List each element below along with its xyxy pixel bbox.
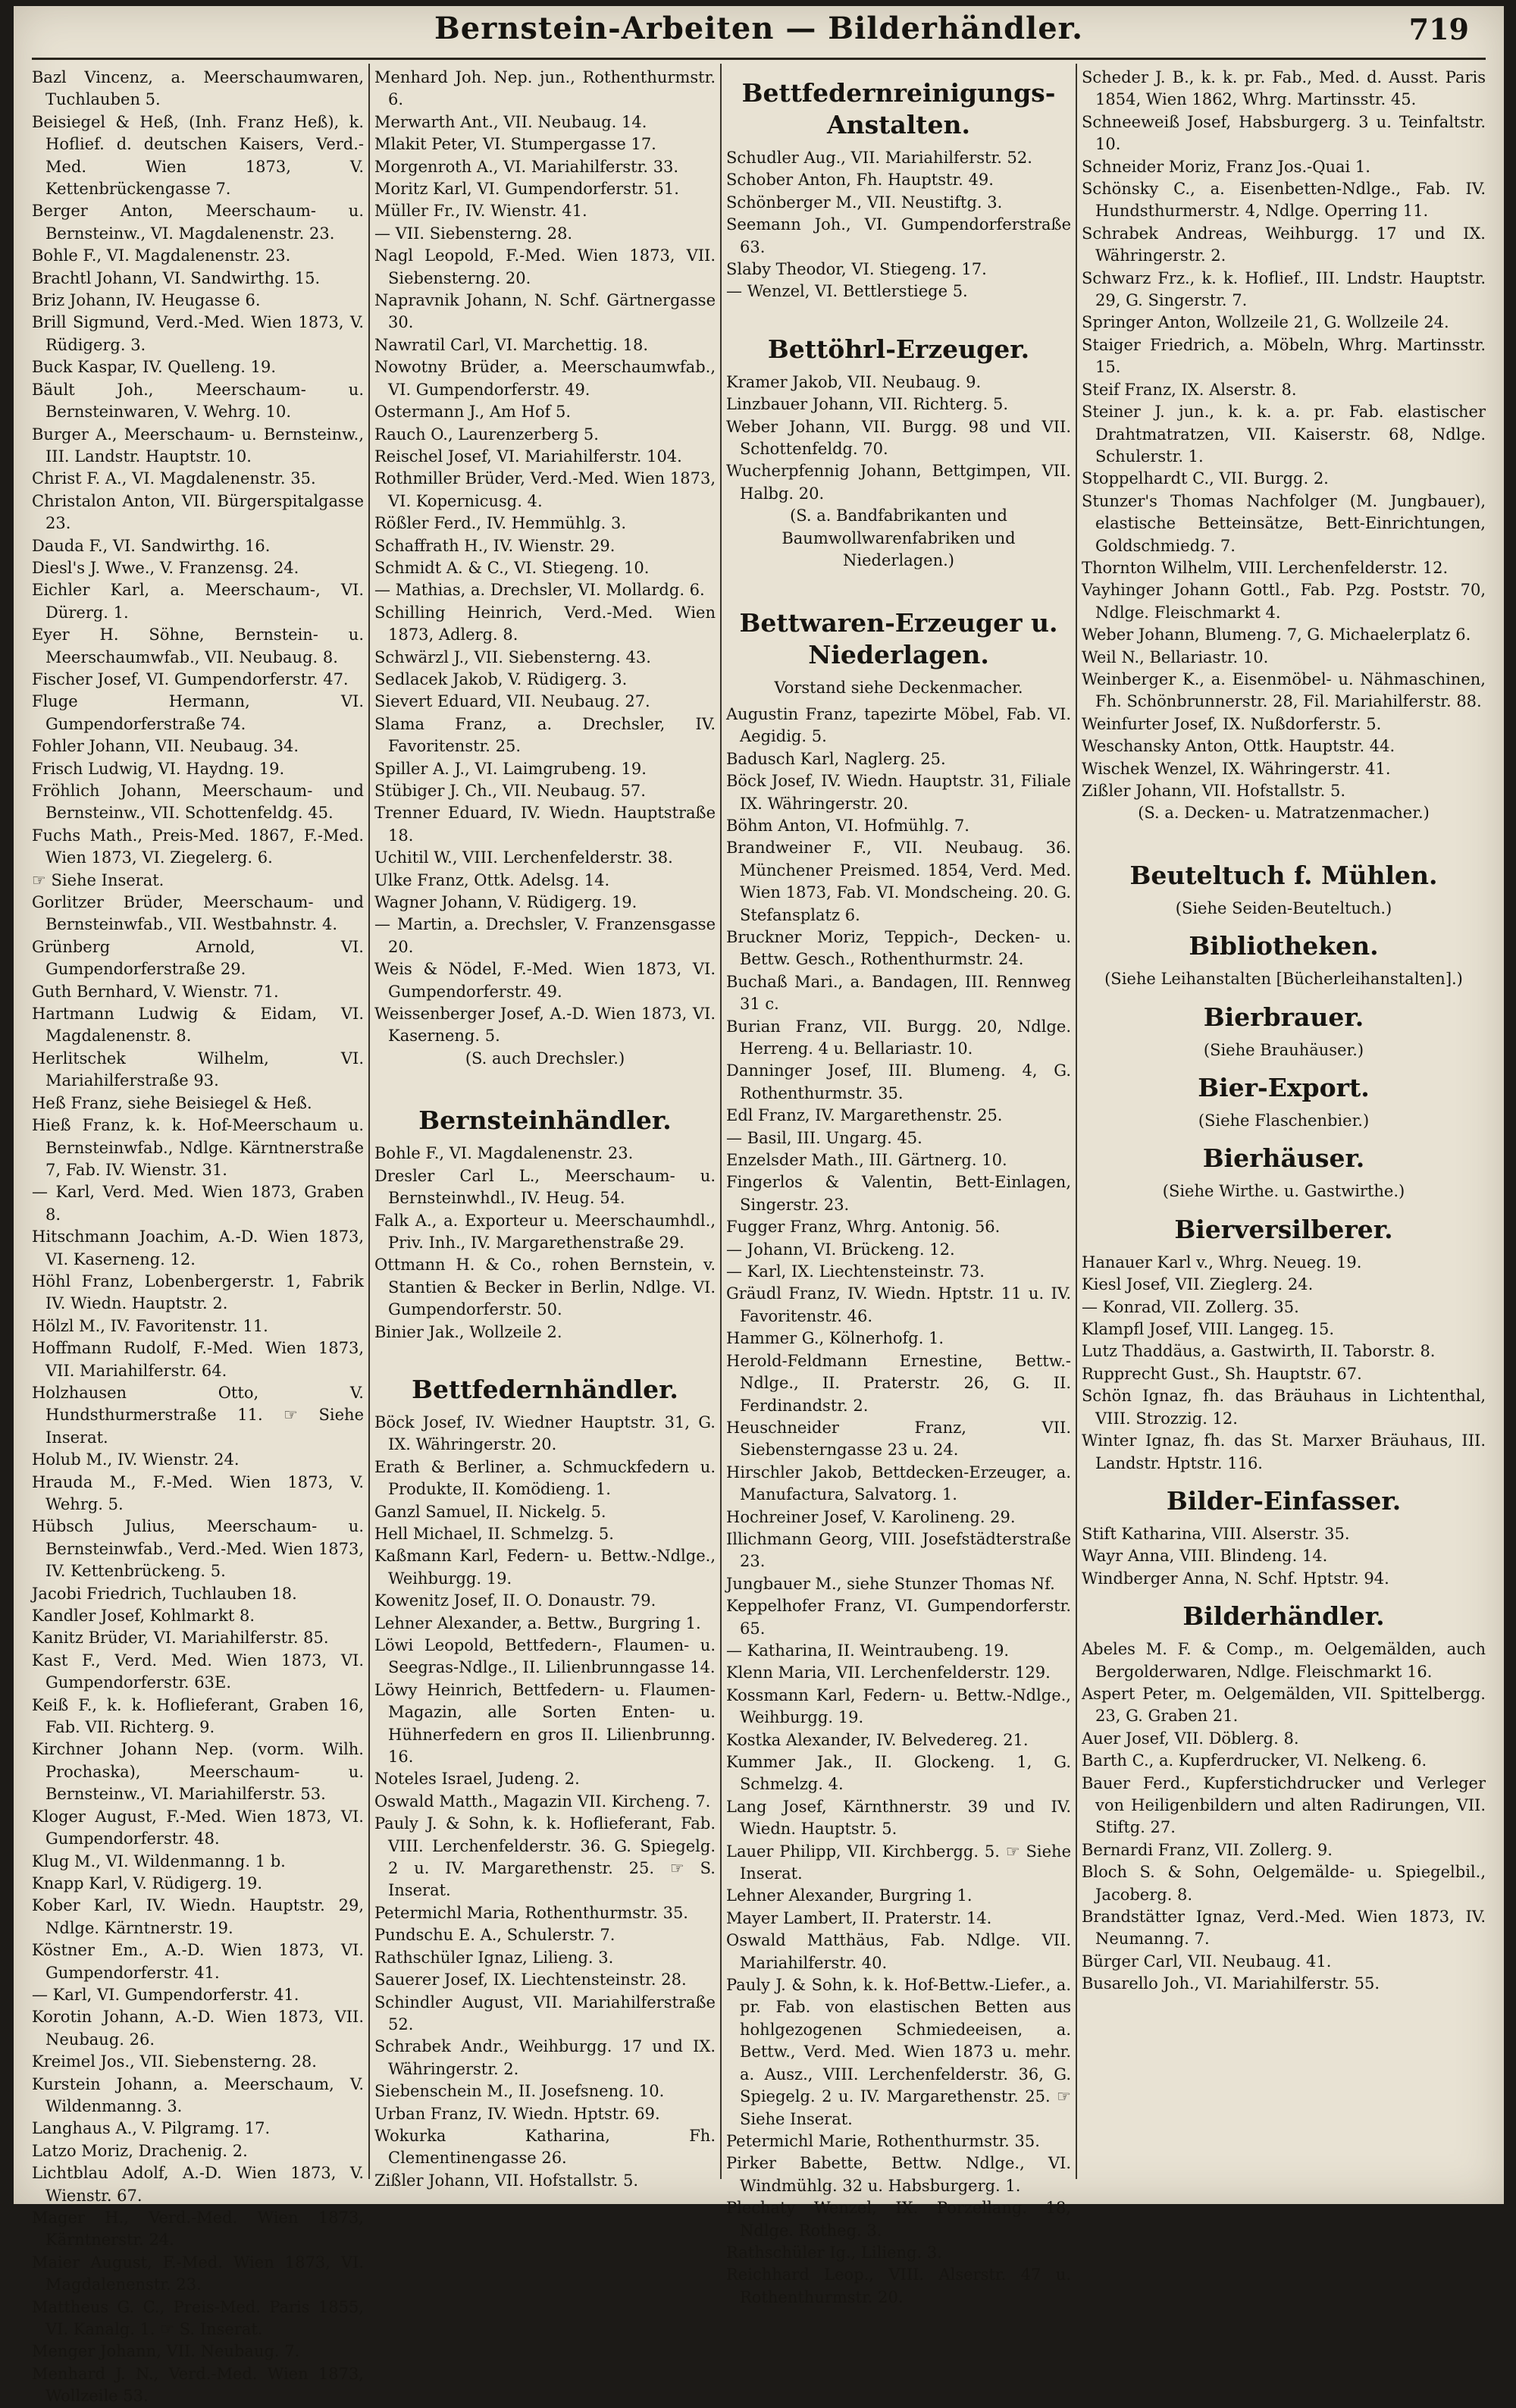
header-rule: [32, 58, 1486, 60]
page-header: [14, 9, 1504, 58]
directory-entry: Nowotny Brüder, a. Meerschaumwfab., VI. Gumpendorferstr. 49.: [374, 358, 716, 399]
directory-entry: Kowenitz Josef, II. O. Donaustr. 79.: [374, 1591, 656, 1610]
directory-entry: Buchaß Mari., a. Bandagen, III. Rennweg 31 c.: [726, 972, 1071, 1014]
directory-entry: Kummer Jak., II. Glockeng. 1, G. Schmelzg. 4.: [726, 1753, 1071, 1794]
directory-entry: Schön Ignaz, fh. das Bräuhaus in Lichtenthal, VIII. Strozzig. 12.: [1082, 1387, 1486, 1428]
directory-page: [14, 6, 1504, 2406]
directory-entry: Klug M., VI. Wildenmanng. 1 b.: [32, 1851, 286, 1870]
directory-entry: Schrabek Andr., Weihburgg. 17 und IX. Währingerstr. 2.: [374, 2037, 716, 2078]
directory-entry: Kostka Alexander, IV. Belvedereg. 21.: [726, 1730, 1029, 1749]
directory-entry: Brandstätter Ignaz, Verd.-Med. Wien 1873, IV. Neumanng. 7.: [1082, 1908, 1486, 1949]
directory-entry: Wischek Wenzel, IX. Währingerstr. 41.: [1082, 759, 1391, 778]
directory-entry: Sedlacek Jakob, V. Rüdigerg. 3.: [374, 669, 628, 688]
directory-entry: Fröhlich Johann, Meerschaum- und Bernsteinw., VII. Schottenfeldg. 45.: [32, 782, 364, 823]
directory-entry: Klenn Maria, VII. Lerchenfelderstr. 129.: [726, 1663, 1051, 1682]
directory-entry: Weber Johann, Blumeng. 7, G. Michaelerplatz 6.: [1082, 626, 1471, 644]
directory-entry: Kandler Josef, Kohlmarkt 8.: [32, 1607, 255, 1626]
directory-entry: Napravnik Johann, N. Schf. Gärtnergasse 30.: [374, 291, 716, 332]
directory-entry: Burian Franz, VII. Burgg. 20, Ndlge. Herreng. 4 u. Bellariastr. 10.: [726, 1017, 1071, 1058]
directory-entry: — Katharina, II. Weintraubeng. 19.: [726, 1641, 1010, 1660]
directory-entry: Schmidt A. & C., VI. Stiegeng. 10.: [374, 558, 650, 577]
directory-entry: Schindler August, VII. Mariahilferstraße 52.: [374, 1993, 716, 2033]
directory-entry: Hell Michael, II. Schmelzg. 5.: [374, 1524, 614, 1543]
directory-entry: Bäult Joh., Meerschaum- u. Bernsteinwaren, V. Wehrg. 10.: [32, 380, 364, 422]
directory-entry: — Mathias, a. Drechsler, VI. Mollardg. 6.: [374, 581, 705, 600]
directory-entry: Kirchner Johann Nep. (vorm. Wilh. Prochaska), Meerschaum- u. Bernsteinw., VI. Mariahilferstr. 53.: [32, 1740, 364, 1804]
column-3: [726, 67, 1071, 2306]
directory-entry: Lehner Alexander, Burgring 1.: [726, 1886, 973, 1905]
directory-entry: Kreimel Jos., VII. Siebensterng. 28.: [32, 2052, 317, 2071]
directory-entry: Hölzl M., IV. Favoritenstr. 11.: [32, 1316, 268, 1335]
directory-entry: Löwi Leopold, Bettfedern-, Flaumen- u. Seegras-Ndlge., II. Lilienbrunngasse 14.: [374, 1636, 716, 1677]
directory-entry: Wucherpfennig Johann, Bettgimpen, VII. Halbg. 20.: [726, 462, 1071, 503]
directory-entry: Plechaty Wenzel, IX. Porzellang. 18, Ndlge. Rotheg. 3.: [726, 2199, 1071, 2240]
directory-entry: — Martin, a. Drechsler, V. Franzensgasse 20.: [374, 915, 716, 956]
section-spacer: [726, 577, 1071, 597]
section-spacer: [726, 303, 1071, 323]
directory-entry: Vayhinger Johann Gottl., Fab. Pzg. Poststr. 70, Ndlge. Fleischmarkt 4.: [1082, 581, 1486, 622]
section-heading: Bettfedernhändler.: [412, 1374, 678, 1404]
directory-entry: Bauer Ferd., Kupferstichdrucker und Verleger von Heiligenbildern und alten Radirungen, VII. Stiftg. 27.: [1082, 1773, 1486, 1837]
directory-entry: Sauerer Josef, IX. Liechtensteinstr. 28.: [374, 1971, 687, 1989]
directory-entry: Windberger Anna, N. Schf. Hptstr. 94.: [1082, 1569, 1389, 1588]
directory-entry: Nagl Leopold, F.-Med. Wien 1873, VII. Siebensterng. 20.: [374, 246, 716, 287]
directory-entry: Schwärzl J., VII. Siebensterng. 43.: [374, 647, 651, 666]
directory-entry: Diesl's J. Wwe., V. Franzensg. 24.: [32, 558, 299, 577]
directory-entry: Fingerlos & Valentin, Bett-Einlagen, Singerstr. 23.: [726, 1173, 1071, 1214]
cross-reference-note: (S. a. Decken- u. Matratzenmacher.): [1138, 804, 1430, 823]
directory-entry: Knapp Karl, V. Rüdigerg. 19.: [32, 1873, 263, 1892]
directory-entry: Wayr Anna, VIII. Blindeng. 14.: [1082, 1547, 1328, 1566]
directory-entry: Christ F. A., VI. Magdalenenstr. 35.: [32, 469, 316, 488]
directory-entry: Keppelhofer Franz, VI. Gumpendorferstr. 65.: [726, 1597, 1071, 1638]
cross-reference-note: Vorstand siehe Deckenmacher.: [774, 678, 1023, 697]
directory-entry: Kaßmann Karl, Federn- u. Bettw.-Ndlge., Weihburgg. 19.: [374, 1547, 716, 1588]
directory-entry: Ostermann J., Am Hof 5.: [374, 403, 572, 422]
directory-entry: Bloch S. & Sohn, Oelgemälde- u. Spiegelbil., Jacoberg. 8.: [1082, 1863, 1486, 1904]
directory-entry: Kossmann Karl, Federn- u. Bettw.-Ndlge., Weihburgg. 19.: [726, 1685, 1071, 1727]
directory-entry: Fohler Johann, VII. Neubaug. 34.: [32, 737, 299, 756]
directory-entry: Schönberger M., VII. Neustiftg. 3.: [726, 193, 1003, 212]
directory-entry: Reischel Josef, VI. Mariahilferstr. 104.: [374, 447, 682, 466]
section-heading: Bier-Export.: [1198, 1073, 1370, 1103]
directory-entry: Schönsky C., a. Eisenbetten-Ndlge., Fab. IV. Hundsthurmerstr. 4, Ndlge. Operring 11.: [1082, 180, 1486, 221]
directory-entry: Steiner J. jun., k. k. a. pr. Fab. elastischer Drahtmatratzen, VII. Kaiserstr. 68, Ndlge. Schulerstr. 1.: [1082, 403, 1486, 466]
directory-entry: Scheder J. B., k. k. pr. Fab., Med. d. Ausst. Paris 1854, Wien 1862, Whrg. Martinsstr. 45.: [1082, 68, 1486, 109]
column-divider: [368, 64, 370, 2179]
section-spacer: [1082, 829, 1486, 849]
directory-entry: Urban Franz, IV. Wiedn. Hptstr. 69.: [374, 2104, 660, 2123]
directory-entry: Seemann Joh., VI. Gumpendorferstraße 63.: [726, 215, 1071, 256]
directory-entry: Rauch O., Laurenzerberg 5.: [374, 425, 599, 444]
directory-entry: Enzelsder Math., III. Gärtnerg. 10.: [726, 1151, 1007, 1170]
directory-entry: Weissenberger Josef, A.-D. Wien 1873, VI. Kaserneng. 5.: [374, 1005, 716, 1046]
cross-reference-note: (Siehe Leihanstalten [Bücherleihanstalten].): [1104, 970, 1463, 989]
directory-entry: Spiller A. J., VI. Laimgrubeng. 19.: [374, 759, 647, 778]
directory-entry: Bazl Vincenz, a. Meerschaumwaren, Tuchlauben 5.: [32, 68, 364, 109]
directory-entry: Christalon Anton, VII. Bürgerspitalgasse 23.: [32, 491, 364, 533]
directory-entry: Petermichl Marie, Rothenthurmstr. 35.: [726, 2131, 1040, 2150]
directory-entry: Hieß Franz, k. k. Hof-Meerschaum u. Bernsteinwfab., Ndlge. Kärntnerstraße 7, Fab. IV. Wienstr. 31.: [32, 1116, 364, 1179]
directory-entry: Weinfurter Josef, IX. Nußdorferstr. 5.: [1082, 714, 1382, 733]
directory-entry: Weschansky Anton, Ottk. Hauptstr. 44.: [1082, 737, 1395, 756]
directory-entry: Herold-Feldmann Ernestine, Bettw.-Ndlge., II. Praterstr. 26, G. II. Ferdinandstr. 2.: [726, 1351, 1071, 1415]
directory-entry: Herlitschek Wilhelm, VI. Mariahilferstraße 93.: [32, 1049, 364, 1090]
cross-reference-note: (Siehe Wirthe. u. Gastwirthe.): [1162, 1182, 1405, 1201]
directory-entry: Lutz Thaddäus, a. Gastwirth, II. Taborstr. 8.: [1082, 1342, 1436, 1361]
directory-entry: Kurstein Johann, a. Meerschaum, V. Wildenmanng. 3.: [32, 2074, 364, 2115]
section-heading: Bierversilberer.: [1174, 1214, 1393, 1244]
directory-entry: Latzo Moriz, Drachenig. 2.: [32, 2141, 248, 2160]
directory-entry: Stoppelhardt C., VII. Burgg. 2.: [1082, 469, 1329, 488]
directory-entry: Frisch Ludwig, VI. Haydng. 19.: [32, 759, 285, 778]
directory-entry: Schaffrath H., IV. Wienstr. 29.: [374, 536, 615, 555]
directory-entry: Guth Bernhard, V. Wienstr. 71.: [32, 982, 279, 1001]
directory-entry: Kast F., Verd. Med. Wien 1873, VI. Gumpendorferstr. 63E.: [32, 1651, 364, 1692]
directory-entry: — Johann, VI. Brückeng. 12.: [726, 1240, 955, 1259]
directory-entry: Busarello Joh., VI. Mariahilferstr. 55.: [1082, 1974, 1380, 1993]
directory-entry: Siebenschein M., II. Josefsneng. 10.: [374, 2082, 665, 2101]
directory-entry: Dresler Carl L., Meerschaum- u. Bernsteinwhdl., IV. Heug. 54.: [374, 1166, 716, 1208]
directory-entry: Mattheus G. C., Preis-Med. Paris 1855, VI. Kanalg. 1. ☞ S. Inserat.: [32, 2297, 364, 2339]
directory-entry: Kiesl Josef, VII. Zieglerg. 24.: [1082, 1275, 1314, 1294]
directory-entry: Winter Ignaz, fh. das St. Marxer Bräuhaus, III. Landstr. Hptstr. 116.: [1082, 1431, 1486, 1472]
directory-entry: Moritz Karl, VI. Gumpendorferstr. 51.: [374, 180, 679, 199]
directory-entry: Lehner Alexander, a. Bettw., Burgring 1.: [374, 1613, 701, 1632]
directory-entry: Steif Franz, IX. Alserstr. 8.: [1082, 380, 1297, 399]
directory-entry: Beisiegel & Heß, (Inh. Franz Heß), k. Hoflief. d. deutschen Kaisers, Verd.-Med. Wien 1873, V. Kettenbrückengasse 7.: [32, 112, 364, 199]
directory-entry: — Basil, III. Ungarg. 45.: [726, 1128, 922, 1147]
directory-entry: Jacobi Friedrich, Tuchlauben 18.: [32, 1584, 297, 1603]
directory-entry: Slama Franz, a. Drechsler, IV. Favoritenstr. 25.: [374, 714, 716, 756]
directory-entry: Weber Johann, VII. Burgg. 98 und VII. Schottenfeldg. 70.: [726, 417, 1071, 459]
directory-entry: ☞ Siehe Inserat.: [32, 870, 164, 889]
directory-entry: Pauly J. & Sohn, k. k. Hoflieferant, Fab. VIII. Lerchenfelderstr. 36. G. Spiegelg. 2 u. IV. Margarethenstr. 25. ☞ S. Inserat.: [374, 1814, 716, 1900]
directory-entry: Mager H., Verd.-Med. Wien 1873, Kärntnerstr. 24.: [32, 2209, 364, 2250]
column-4: [1082, 67, 1486, 2174]
section-heading: Bettfedernreinigungs-Anstalten.: [741, 78, 1056, 140]
directory-entry: Wagner Johann, V. Rüdigerg. 19.: [374, 893, 637, 912]
directory-entry: Holzhausen Otto, V. Hundsthurmerstraße 11. ☞ Siehe Inserat.: [32, 1383, 364, 1447]
directory-entry: Weis & Nödel, F.-Med. Wien 1873, VI. Gumpendorferstr. 49.: [374, 960, 716, 1001]
directory-entry: Ganzl Samuel, II. Nickelg. 5.: [374, 1502, 606, 1521]
page-number: 719: [1408, 12, 1469, 46]
directory-entry: Rathschüler Ignaz, Lilieng. 3.: [374, 1948, 614, 1967]
directory-entry: Wokurka Katharina, Fh. Clementinengasse 26.: [374, 2126, 716, 2168]
directory-entry: Schneider Moriz, Franz Jos.-Quai 1.: [1082, 157, 1370, 176]
directory-entry: Badusch Karl, Naglerg. 25.: [726, 749, 946, 768]
directory-entry: Binier Jak., Wollzeile 2.: [374, 1322, 562, 1341]
directory-entry: Schneeweiß Josef, Habsburgerg. 3 u. Teinfaltstr. 10.: [1082, 112, 1486, 154]
directory-entry: Lang Josef, Kärnthnerstr. 39 und IV. Wiedn. Hauptstr. 5.: [726, 1797, 1071, 1839]
directory-entry: Keiß F., k. k. Hoflieferant, Graben 16, Fab. VII. Richterg. 9.: [32, 1695, 364, 1737]
directory-entry: Hoffmann Rudolf, F.-Med. Wien 1873, VII. Mariahilferstr. 64.: [32, 1339, 364, 1380]
directory-entry: Pirker Babette, Bettw. Ndlge., VI. Windmühlg. 32 u. Habsburgerg. 1.: [726, 2154, 1071, 2195]
directory-entry: Löwy Heinrich, Bettfedern- u. Flaumen-Magazin, alle Sorten Enten- u. Hühnerfedern en gros II. Lilienbrunng. 16.: [374, 1680, 716, 1767]
directory-entry: Springer Anton, Wollzeile 21, G. Wollzeile 24.: [1082, 313, 1449, 332]
directory-entry: Thornton Wilhelm, VIII. Lerchenfelderstr. 12.: [1082, 558, 1449, 577]
directory-entry: Petermichl Maria, Rothenthurmstr. 35.: [374, 1903, 688, 1922]
directory-entry: Augustin Franz, tapezirte Möbel, Fab. VI. Aegidig. 5.: [726, 704, 1071, 746]
directory-entry: Bruckner Moriz, Teppich-, Decken- u. Bettw. Gesch., Rothenthurmstr. 24.: [726, 927, 1071, 969]
directory-entry: Eyer H. Söhne, Bernstein- u. Meerschaumwfab., VII. Neubaug. 8.: [32, 626, 364, 666]
directory-entry: Rößler Ferd., IV. Hemmühlg. 3.: [374, 514, 627, 533]
directory-entry: Stunzer's Thomas Nachfolger (M. Jungbauer), elastische Betteinsätze, Bett-Einrichtungen, Goldschmiedg. 7.: [1082, 491, 1486, 555]
directory-entry: Kloger August, F.-Med. Wien 1873, VI. Gumpendorferstr. 48.: [32, 1807, 364, 1848]
directory-entry: Ottmann H. & Co., rohen Bernstein, v. Stantien & Becker in Berlin, Ndlge. VI. Gumpendorferstr. 50.: [374, 1256, 716, 1319]
directory-entry: — Karl, Verd. Med. Wien 1873, Graben 8.: [32, 1183, 364, 1224]
directory-entry: Brandweiner F., VII. Neubaug. 36. Münchener Preismed. 1854, Verd. Med. Wien 1873, Fab. VI. Mondscheing. 20. G. Stefansplatz 6.: [726, 839, 1071, 924]
directory-entry: Lichtblau Adolf, A.-D. Wien 1873, V. Wienstr. 67.: [32, 2164, 364, 2205]
directory-entry: Nawratil Carl, VI. Marchettig. 18.: [374, 335, 649, 354]
cross-reference-note: (Siehe Flaschenbier.): [1198, 1112, 1370, 1130]
directory-entry: — Wenzel, VI. Bettlerstiege 5.: [726, 282, 968, 301]
directory-entry: Rothmiller Brüder, Verd.-Med. Wien 1873, VI. Kopernicusg. 4.: [374, 469, 716, 510]
section-heading: Bernsteinhändler.: [418, 1105, 672, 1136]
directory-entry: — Karl, IX. Liechtensteinstr. 73.: [726, 1262, 985, 1281]
directory-entry: Langhaus A., V. Pilgramg. 17.: [32, 2119, 271, 2138]
directory-entry: Köstner Em., A.-D. Wien 1873, VI. Gumpendorferstr. 41.: [32, 1941, 364, 1982]
directory-entry: Dauda F., VI. Sandwirthg. 16.: [32, 536, 271, 555]
directory-entry: Falk A., a. Exporteur u. Meerschaumhdl., Priv. Inh., IV. Margarethenstraße 29.: [374, 1211, 716, 1252]
directory-entry: Hrauda M., F.-Med. Wien 1873, V. Wehrg. 5.: [32, 1472, 364, 1513]
directory-entry: Brachtl Johann, VI. Sandwirthg. 15.: [32, 268, 321, 287]
directory-entry: Berger Anton, Meerschaum- u. Bernsteinw., VI. Magdalenenstr. 23.: [32, 202, 364, 243]
cross-reference-note: (S. a. Bandfabrikanten und Baumwollwarenfabriken und Niederlagen.): [781, 506, 1016, 570]
directory-entry: Holub M., IV. Wienstr. 24.: [32, 1450, 240, 1469]
running-title: Bernstein-Arbeiten — Bilderhändler.: [434, 11, 1084, 46]
directory-entry: — Karl, VI. Gumpendorferstr. 41.: [32, 1985, 299, 2004]
directory-entry: Jungbauer M., siehe Stunzer Thomas Nf.: [726, 1574, 1055, 1593]
directory-entry: Schrabek Andreas, Weihburgg. 17 und IX. Währingerstr. 2.: [1082, 224, 1486, 265]
directory-entry: Böhm Anton, VI. Hofmühlg. 7.: [726, 816, 969, 835]
directory-entry: Menger Johann, VII. Neubaug. 7.: [32, 2342, 300, 2361]
directory-entry: Hartmann Ludwig & Eidam, VI. Magdalenenstr. 8.: [32, 1005, 364, 1046]
directory-entry: Stift Katharina, VIII. Alserstr. 35.: [1082, 1524, 1350, 1543]
directory-entry: Brill Sigmund, Verd.-Med. Wien 1873, V. Rüdigerg. 3.: [32, 313, 364, 354]
section-heading: Bibliotheken.: [1189, 931, 1379, 961]
section-spacer: [374, 1074, 716, 1094]
directory-entry: Briz Johann, IV. Heugasse 6.: [32, 291, 261, 310]
cross-reference-note: (Siehe Brauhäuser.): [1203, 1040, 1364, 1059]
directory-entry: Oswald Matth., Magazin VII. Kircheng. 7.: [374, 1792, 711, 1811]
directory-entry: Gräudl Franz, IV. Wiedn. Hptstr. 11 u. IV. Favoritenstr. 46.: [726, 1284, 1071, 1325]
directory-entry: Gorlitzer Brüder, Meerschaum- und Bernsteinwfab., VII. Westbahnstr. 4.: [32, 893, 364, 934]
directory-entry: Zißler Johann, VII. Hofstallstr. 5.: [1082, 782, 1346, 800]
directory-entry: Schober Anton, Fh. Hauptstr. 49.: [726, 171, 994, 190]
directory-entry: Kober Karl, IV. Wiedn. Hauptstr. 29, Ndlge. Kärntnerstr. 19.: [32, 1896, 364, 1937]
directory-entry: Hitschmann Joachim, A.-D. Wien 1873, VI. Kaserneng. 12.: [32, 1228, 364, 1268]
directory-entry: Hübsch Julius, Meerschaum- u. Bernsteinwfab., Verd.-Med. Wien 1873, IV. Kettenbrückeng. 5.: [32, 1517, 364, 1581]
directory-entry: Rathschüler Ig., Lilieng. 3.: [726, 2243, 942, 2262]
directory-entry: Staiger Friedrich, a. Möbeln, Whrg. Martinsstr. 15.: [1082, 335, 1486, 377]
directory-entry: Schilling Heinrich, Verd.-Med. Wien 1873, Adlerg. 8.: [374, 603, 716, 644]
directory-entry: Buck Kaspar, IV. Quelleng. 19.: [32, 358, 277, 377]
directory-entry: Menhard Joh. Nep. jun., Rothenthurmstr. 6.: [374, 68, 716, 109]
directory-entry: Oswald Matthäus, Fab. Ndlge. VII. Mariahilferstr. 40.: [726, 1931, 1071, 1972]
directory-entry: — Konrad, VII. Zollerg. 35.: [1082, 1297, 1299, 1316]
directory-entry: Pauly J. & Sohn, k. k. Hof-Bettw.-Liefer., a. pr. Fab. von elastischen Betten aus hohlgezogenen Schmiedeeisen, a. Bettw., Verd. Med. Wien 1873 u. mehr. a. Ausz., VIII. Lerchenfelderstr. 36, G. Spiegelg. 2 u. IV. Margarethenstr. 25. ☞ Siehe Inserat.: [726, 1976, 1071, 2128]
directory-entry: Fugger Franz, Whrg. Antonig. 56.: [726, 1218, 1001, 1237]
cross-reference-note: (Siehe Seiden-Beuteltuch.): [1175, 898, 1392, 917]
directory-entry: Reichhard Leop., VIII. Alserstr. 47 u. Rothenthurmstr. 20.: [726, 2265, 1071, 2306]
directory-entry: Fluge Hermann, VI. Gumpendorferstraße 74.: [32, 692, 364, 733]
directory-entry: Ulke Franz, Ottk. Adelsg. 14.: [374, 870, 610, 889]
directory-entry: Danninger Josef, III. Blumeng. 4, G. Rothenthurmstr. 35.: [726, 1061, 1071, 1102]
directory-entry: Schwarz Frz., k. k. Hoflief., III. Lndstr. Hauptstr. 29, G. Singerstr. 7.: [1082, 268, 1486, 310]
directory-entry: Weil N., Bellariastr. 10.: [1082, 647, 1269, 666]
directory-entry: Sievert Eduard, VII. Neubaug. 27.: [374, 692, 650, 711]
directory-entry: Höhl Franz, Lobenbergerstr. 1, Fabrik IV. Wiedn. Hauptstr. 2.: [32, 1271, 364, 1313]
directory-entry: Böck Josef, IV. Wiedn. Hauptstr. 31, Filiale IX. Währingerstr. 20.: [726, 772, 1071, 813]
section-heading: Bierbrauer.: [1203, 1002, 1364, 1032]
directory-entry: Auer Josef, VII. Döblerg. 8.: [1082, 1729, 1299, 1748]
directory-entry: Pundschu E. A., Schulerstr. 7.: [374, 1926, 615, 1945]
directory-entry: — VII. Siebensterng. 28.: [374, 224, 573, 243]
directory-entry: Trenner Eduard, IV. Wiedn. Hauptstraße 18.: [374, 804, 716, 845]
directory-entry: Stübiger J. Ch., VII. Neubaug. 57.: [374, 782, 646, 800]
directory-entry: Kramer Jakob, VII. Neubaug. 9.: [726, 372, 982, 391]
directory-entry: Bernardi Franz, VII. Zollerg. 9.: [1082, 1840, 1333, 1859]
section-heading: Bilder-Einfasser.: [1166, 1485, 1402, 1516]
directory-entry: Bürger Carl, VII. Neubaug. 41.: [1082, 1952, 1332, 1971]
directory-entry: Lauer Philipp, VII. Kirchbergg. 5. ☞ Siehe Inserat.: [726, 1842, 1071, 1883]
directory-entry: Grünberg Arnold, VI. Gumpendorferstraße 29.: [32, 937, 364, 979]
section-spacer: [374, 1344, 716, 1363]
directory-entry: Aspert Peter, m. Oelgemälden, VII. Spittelbergg. 23, G. Graben 21.: [1082, 1684, 1486, 1726]
directory-entry: Mlakit Peter, VI. Stumpergasse 17.: [374, 135, 656, 154]
section-heading: Bierhäuser.: [1202, 1143, 1365, 1174]
directory-entry: Schudler Aug., VII. Mariahilferstr. 52.: [726, 149, 1032, 167]
directory-entry: Fuchs Math., Preis-Med. 1867, F.-Med. Wien 1873, VI. Ziegelerg. 6.: [32, 826, 364, 867]
directory-entry: Eichler Karl, a. Meerschaum-, VI. Dürerg. 1.: [32, 581, 364, 622]
directory-entry: Menhard J. N., Verd.-Med. Wien 1873, Wollzeile 53.: [32, 2364, 364, 2406]
directory-entry: Weinberger K., a. Eisenmöbel- u. Nähmaschinen, Fh. Schönbrunnerstr. 28, Fil. Mariahilferstr. 88.: [1082, 669, 1486, 711]
directory-entry: Abeles M. F. & Comp., m. Oelgemälden, auch Bergolderwaren, Ndlge. Fleischmarkt 16.: [1082, 1640, 1486, 1681]
directory-entry: Heß Franz, siehe Beisiegel & Heß.: [32, 1093, 312, 1112]
directory-entry: Bohle F., VI. Magdalenenstr. 23.: [374, 1144, 634, 1163]
directory-entry: Merwarth Ant., VII. Neubaug. 14.: [374, 112, 647, 131]
section-heading: Beuteltuch f. Mühlen.: [1129, 860, 1438, 890]
directory-entry: Linzbauer Johann, VII. Richterg. 5.: [726, 395, 1009, 414]
directory-entry: Hochreiner Josef, V. Karolineng. 29.: [726, 1507, 1016, 1526]
directory-entry: Morgenroth A., VI. Mariahilferstr. 33.: [374, 157, 679, 176]
section-heading: Bilderhändler.: [1182, 1601, 1385, 1632]
directory-entry: Müller Fr., IV. Wienstr. 41.: [374, 202, 587, 221]
column-divider: [720, 64, 722, 2179]
directory-entry: Barth C., a. Kupferdrucker, VI. Nelkeng. 6.: [1082, 1751, 1427, 1770]
directory-entry: Maier August, F.-Med. Wien 1873, VI. Magdalenenstr. 23.: [32, 2253, 364, 2294]
column-divider: [1076, 64, 1077, 2179]
directory-entry: Hanauer Karl v., Whrg. Neueg. 19.: [1082, 1253, 1362, 1271]
column-1: [32, 67, 364, 2406]
directory-entry: Erath & Berliner, a. Schmuckfedern u. Produkte, II. Komödieng. 1.: [374, 1457, 716, 1499]
directory-entry: Zißler Johann, VII. Hofstallstr. 5.: [374, 2171, 639, 2190]
directory-entry: Klampfl Josef, VIII. Langeg. 15.: [1082, 1320, 1335, 1339]
directory-entry: Korotin Johann, A.-D. Wien 1873, VII. Neubaug. 26.: [32, 2008, 364, 2049]
directory-entry: Mayer Lambert, II. Praterstr. 14.: [726, 1908, 992, 1927]
directory-entry: Fischer Josef, VI. Gumpendorferstr. 47.: [32, 669, 349, 688]
directory-entry: Bohle F., VI. Magdalenenstr. 23.: [32, 246, 291, 265]
directory-entry: Illichmann Georg, VIII. Josefstädterstraße 23.: [726, 1529, 1071, 1571]
section-heading: Bettwaren-Erzeuger u. Niederlagen.: [739, 607, 1058, 669]
directory-entry: Uchitil W., VIII. Lerchenfelderstr. 38.: [374, 848, 673, 867]
section-heading: Bettöhrl-Erzeuger.: [767, 334, 1030, 364]
directory-entry: Kanitz Brüder, VI. Mariahilferstr. 85.: [32, 1629, 329, 1648]
cross-reference-note: (S. auch Drechsler.): [465, 1049, 625, 1068]
directory-entry: Hammer G., Kölnerhofg. 1.: [726, 1329, 944, 1348]
directory-entry: Böck Josef, IV. Wiedner Hauptstr. 31, G. IX. Währingerstr. 20.: [374, 1413, 716, 1454]
directory-entry: Rupprecht Gust., Sh. Hauptstr. 67.: [1082, 1364, 1362, 1383]
directory-entry: Heuschneider Franz, VII. Siebensterngasse 23 u. 24.: [726, 1418, 1071, 1460]
column-2: [374, 67, 716, 2190]
directory-entry: Edl Franz, IV. Margarethenstr. 25.: [726, 1106, 1003, 1125]
directory-entry: Burger A., Meerschaum- u. Bernsteinw., III. Landstr. Hauptstr. 10.: [32, 425, 364, 466]
directory-entry: Hirschler Jakob, Bettdecken-Erzeuger, a. Manufactura, Salvatorg. 1.: [726, 1463, 1071, 1504]
directory-entry: Slaby Theodor, VI. Stiegeng. 17.: [726, 260, 987, 279]
directory-entry: Noteles Israel, Judeng. 2.: [374, 1770, 580, 1789]
